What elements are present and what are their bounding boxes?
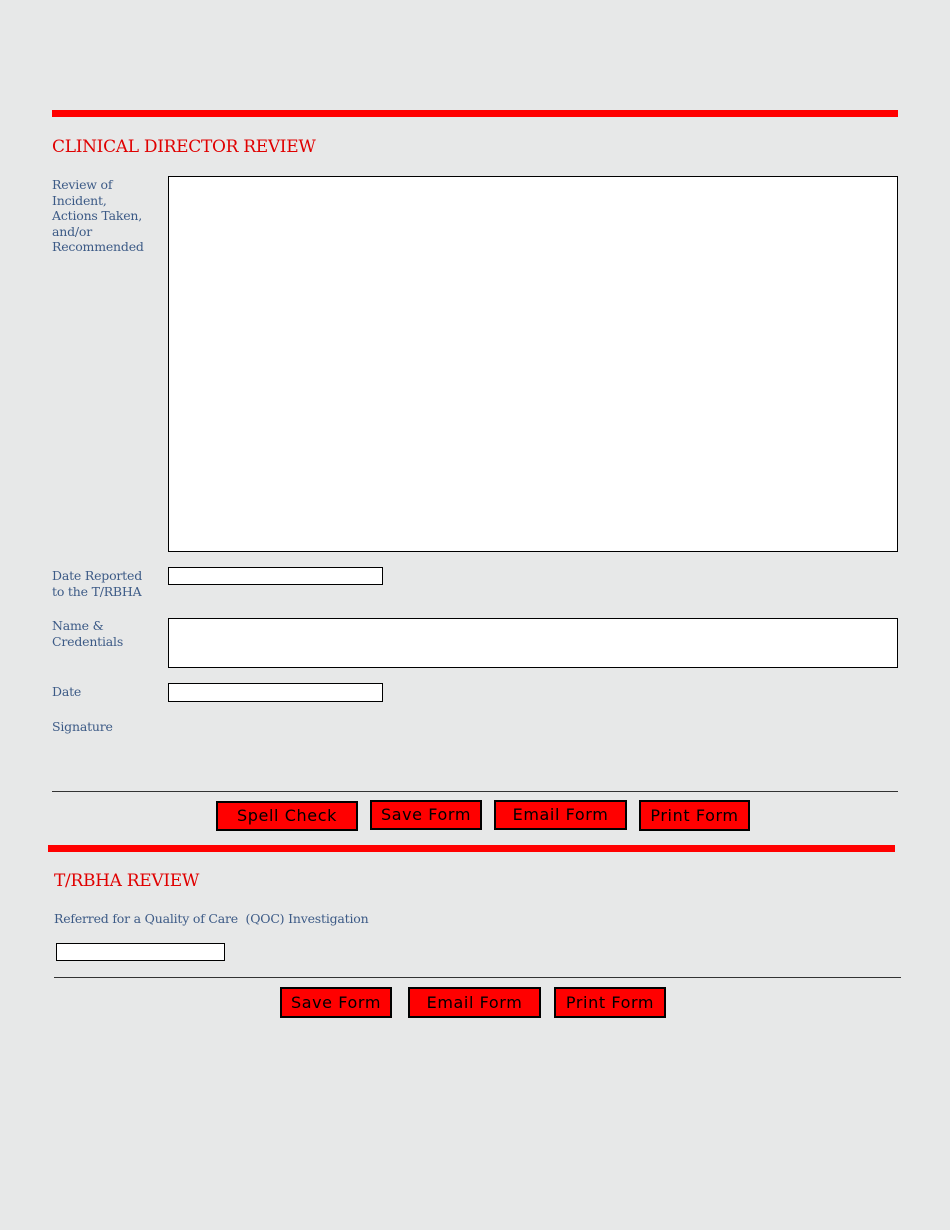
clinical-director-review-title: CLINICAL DIRECTOR REVIEW bbox=[52, 137, 316, 157]
qoc-label: Referred for a Quality of Care (QOC) Investigation bbox=[54, 911, 369, 926]
section-divider-1 bbox=[52, 791, 898, 792]
date-reported-input[interactable] bbox=[168, 567, 383, 585]
date-reported-label-line: Date Reported bbox=[52, 568, 143, 583]
review-label-line: Incident, bbox=[52, 192, 107, 208]
review-label-line: Review of bbox=[52, 177, 113, 192]
save-form-button[interactable]: Save Form bbox=[370, 800, 482, 830]
review-label-line: and/or bbox=[52, 223, 93, 239]
review-label-line: Recommended bbox=[52, 239, 144, 254]
email-form-button[interactable]: Email Form bbox=[494, 800, 627, 830]
print-form-button[interactable]: Print Form bbox=[639, 800, 750, 831]
trbha-review-title: T/RBHA REVIEW bbox=[54, 871, 200, 891]
qoc-input[interactable] bbox=[56, 943, 225, 961]
date-reported-label-line: to the T/RBHA bbox=[52, 583, 142, 599]
date-reported-label bbox=[52, 568, 162, 599]
review-label bbox=[52, 177, 162, 255]
top-red-rule bbox=[52, 110, 898, 117]
name-credentials-label-line: Credentials bbox=[52, 633, 124, 649]
date-label: Date bbox=[52, 684, 82, 699]
spell-check-button[interactable]: Spell Check bbox=[216, 801, 358, 831]
name-credentials-label-line: Name & bbox=[52, 618, 104, 633]
review-label-line: Actions Taken, bbox=[52, 208, 143, 223]
save-form-button-2[interactable]: Save Form bbox=[280, 987, 392, 1018]
date-input[interactable] bbox=[168, 683, 383, 702]
signature-label: Signature bbox=[52, 719, 113, 734]
email-form-button-2[interactable]: Email Form bbox=[408, 987, 541, 1018]
name-credentials-label bbox=[52, 618, 162, 649]
middle-red-rule bbox=[48, 845, 895, 852]
name-credentials-input[interactable] bbox=[168, 618, 898, 668]
print-form-button-2[interactable]: Print Form bbox=[554, 987, 666, 1018]
section-divider-2 bbox=[54, 977, 901, 978]
review-textarea[interactable] bbox=[168, 176, 898, 552]
